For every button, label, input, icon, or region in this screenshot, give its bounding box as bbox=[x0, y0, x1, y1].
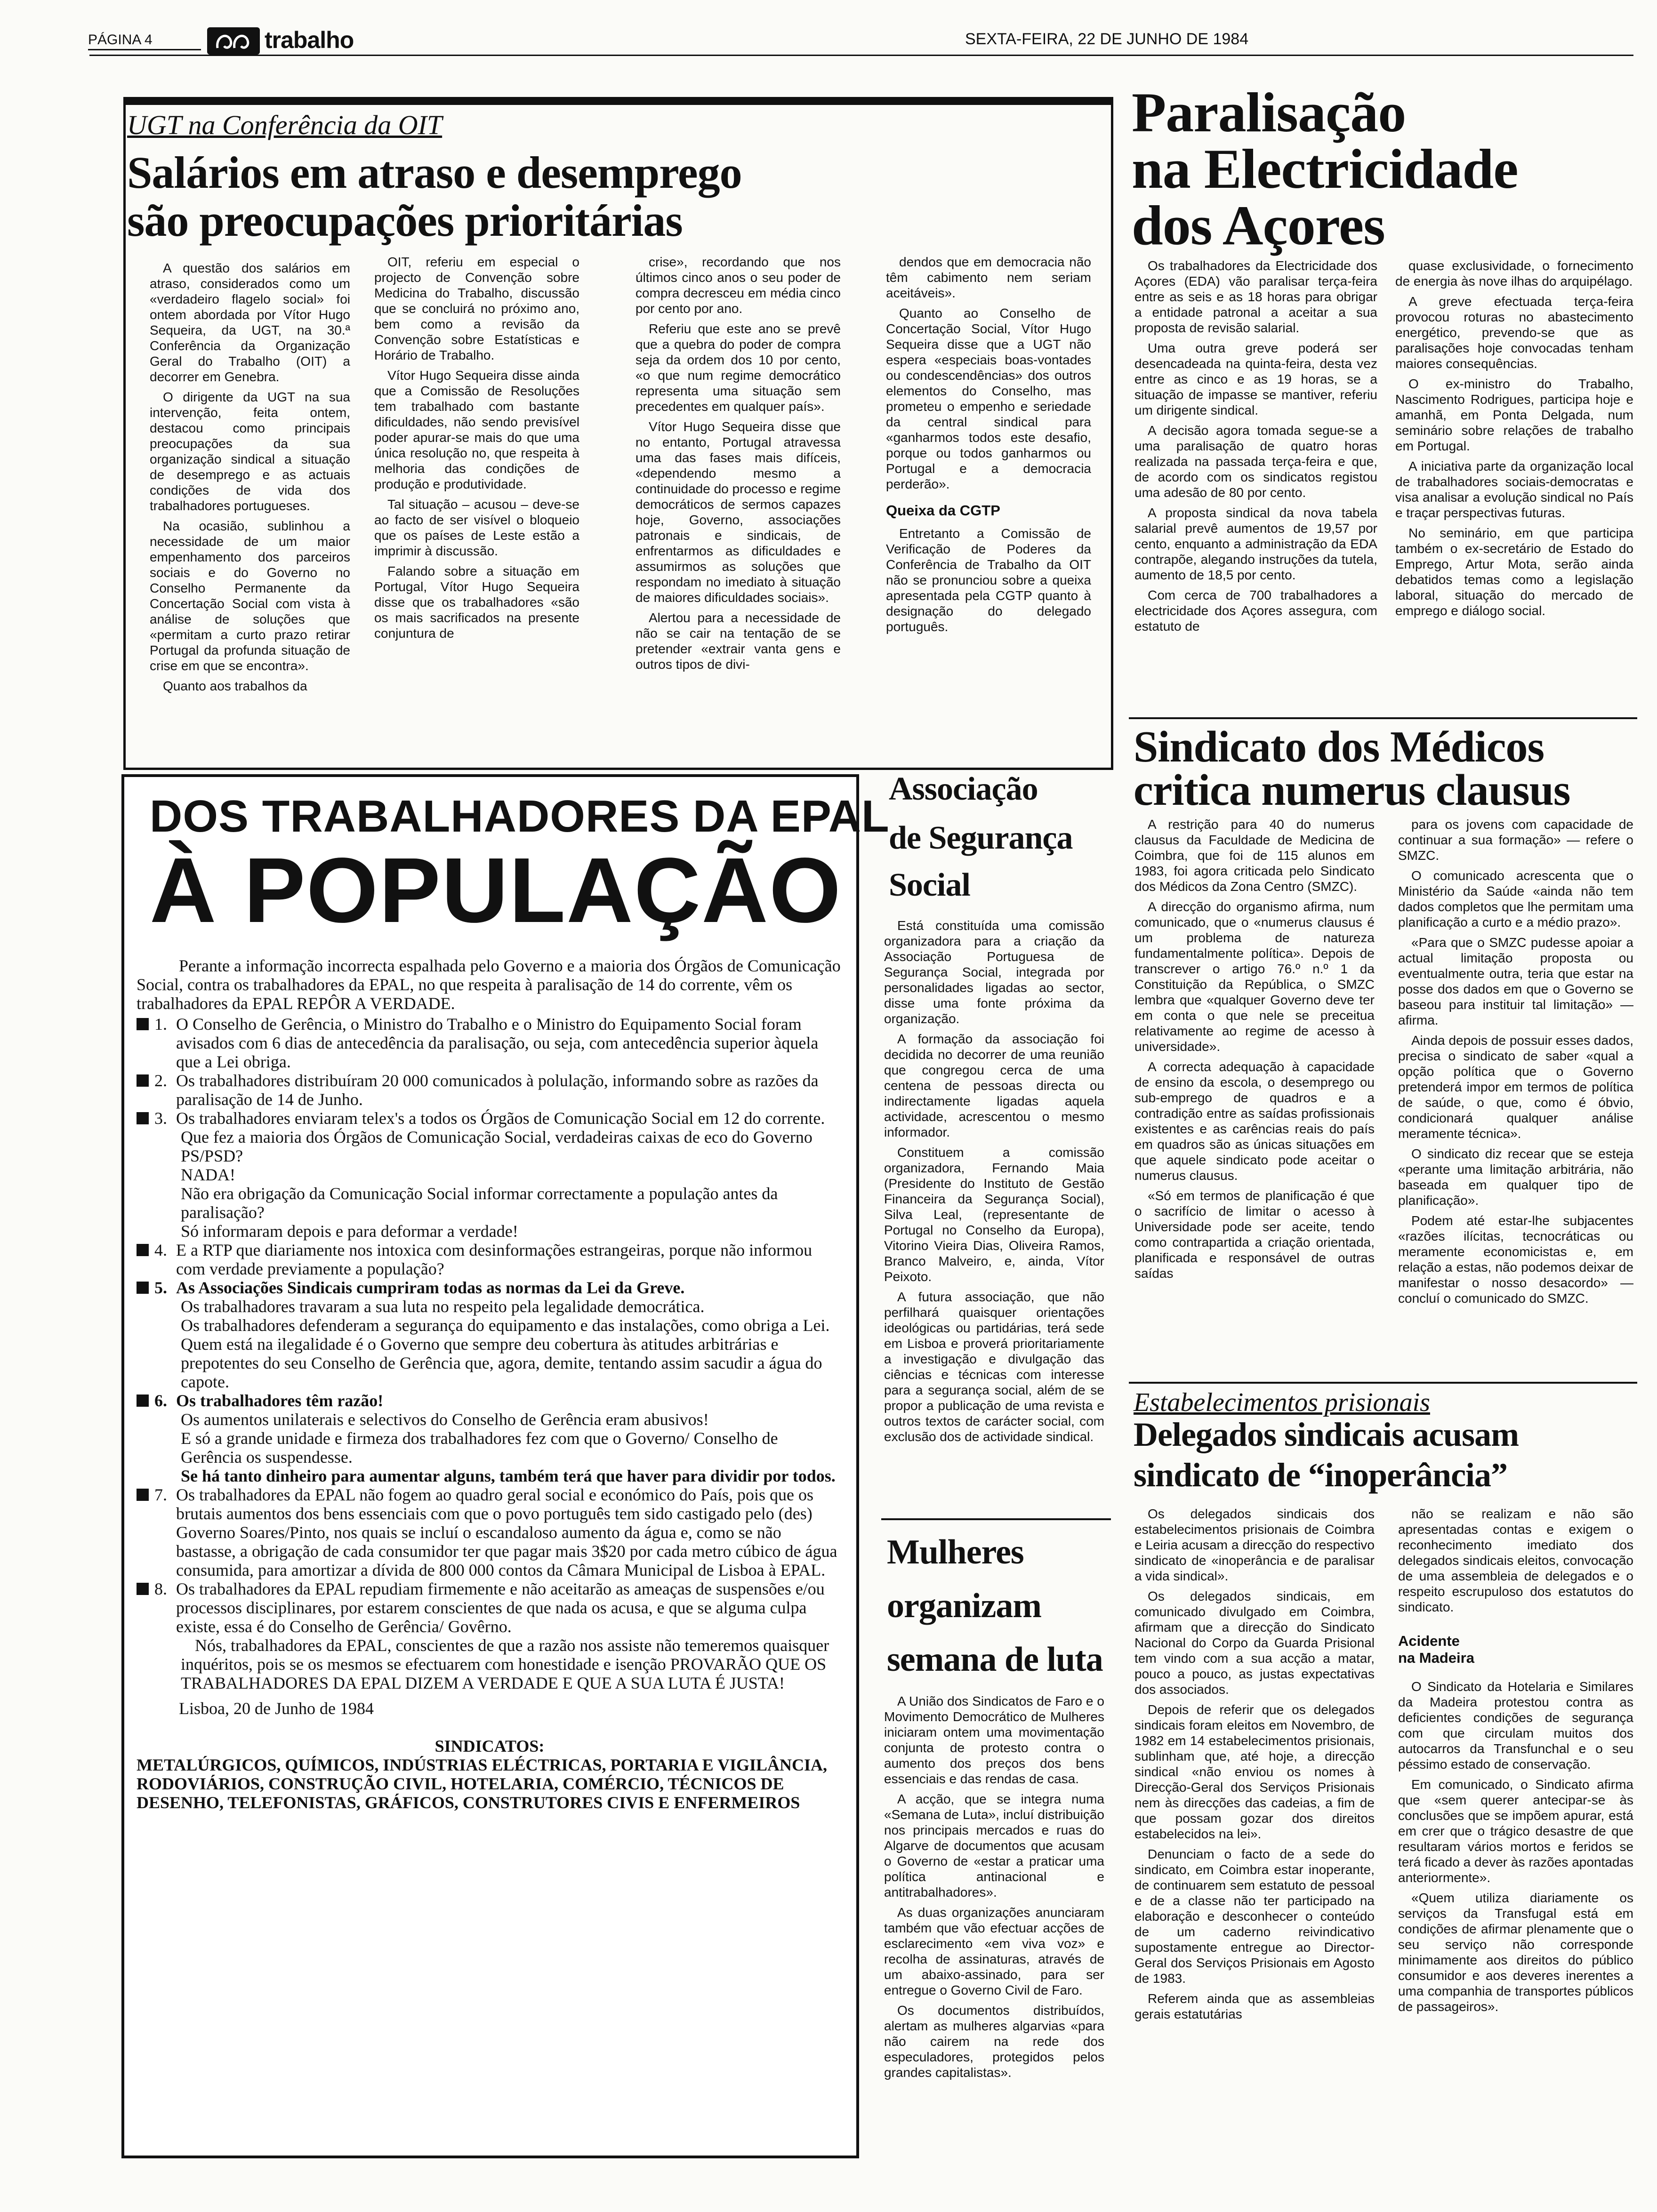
paragraph: O ex-ministro do Trabalho, Nascimento Rodrigues, participa hoje e amanhã, em Ponta Delgada, num seminário sobre relações de trabalho em Portugal. bbox=[1395, 377, 1633, 453]
paragraph: Na ocasião, sublinhou a necessidade de um maior empenhamento dos parceiros sociais e do Governo no Conselho Permanente da Concertação Social com vista à análise de soluções que «permitam a curto prazo retirar Portugal da profunda situação de crise em que se encontra». bbox=[150, 519, 350, 673]
epal-item-1 bbox=[137, 1015, 843, 1071]
item-text: Os trabalhadores enviaram telex's a todos os Órgãos de Comunicação Social em 12 do corrente. bbox=[176, 1109, 825, 1128]
paragraph: dendos que em democracia não têm cabimento nem seriam aceitáveis». bbox=[886, 255, 1091, 300]
paragraph: Os documentos distribuídos, alertam as mulheres algarvias «para não cairem na rede dos especuladores, protegidos pelos grandes capitalistas». bbox=[884, 2003, 1104, 2080]
bullet-square-icon bbox=[137, 1244, 149, 1256]
ugt-column-4 bbox=[886, 254, 1091, 762]
paragraph: A futura associação, que não perfilhará quaisquer orientações ideológicas ou partidárias, terá sede em Lisboa e proverá prioritariamente a investigação e divulgação das ciências e técnicas com interesse para a segurança social, além de se propor a publicação de uma revista e outros textos de carácter social, com exclusão dos de actividade sindical. bbox=[884, 1290, 1104, 1444]
epal-closing: Nós, trabalhadores da EPAL, conscientes de que a razão nos assiste não temeremos quaisquer inquéritos, pois se os mesmos se efectuarem com honestidade e isenção PROVARÃO QUE OS TRABALHADORES DA EPAL DIZEM A VERDADE E QUE A SUA LUTA É JUSTA! bbox=[181, 1636, 829, 1692]
assoc-headline-line2: de Segurança bbox=[889, 820, 1073, 856]
paragraph: Tal situação – acusou – deve-se ao facto de ser visível o bloqueio que os países de Leste estão a imprimir à discussão. bbox=[374, 497, 579, 558]
mulheres-body bbox=[884, 1693, 1104, 2164]
item-text: E a RTP que diariamente nos intoxica com desinformações estrangeiras, porque não informou com verdade previamente a população? bbox=[176, 1241, 812, 1278]
epal-date: Lisboa, 20 de Junho de 1984 bbox=[179, 1699, 374, 1718]
epal-ad-body bbox=[137, 956, 843, 2138]
epal-item-5-text: Quem está na ilegalidade é o Governo que sempre deu cobertura às atitudes arbitrárias e prepotentes do seu Conselho de Gerência que, agora, demite, tentando assim sacudir a água do capote. bbox=[181, 1335, 822, 1391]
ugt-column-1 bbox=[150, 260, 350, 764]
prisoes-headline-line1: Delegados sindicais acusam bbox=[1134, 1416, 1519, 1453]
paragraph: «Quem utiliza diariamente os serviços da Transfugal está em condições de afirmar plenamente que o seu serviço não corresponde minimamente aos direitos do público consumidor e aos deveres inerentes a uma companhia de transportes públicos de passageiros». bbox=[1398, 1891, 1633, 2014]
epal-item-3-text: Que fez a maioria dos Órgãos de Comunicação Social, verdadeiras caixas de eco do Governo PS/PSD? bbox=[181, 1128, 812, 1165]
acores-headline-line3: dos Açores bbox=[1132, 194, 1385, 256]
paragraph: Os delegados sindicais dos estabelecimentos prisionais de Coimbra e Leiria acusam a direcção do respectivo sindicato de «inoperância e de paralisar a vida sindical». bbox=[1134, 1507, 1375, 1583]
item-number: 7. bbox=[154, 1485, 167, 1504]
ugt-top-bar bbox=[123, 97, 1113, 105]
paragraph: Referem ainda que as assembleias gerais estatutárias bbox=[1134, 1991, 1375, 2021]
paragraph: Falando sobre a situação em Portugal, Vítor Hugo Sequeira disse que os trabalhadores «são os mais sacrificados na presente conjuntura de bbox=[374, 564, 579, 641]
assoc-headline-line3: Social bbox=[889, 867, 970, 903]
paragraph: A proposta sindical da nova tabela salarial prevê aumentos de 19,57 por cento, enquanto a administração da EDA contrapõe, alegando instruções da tutela, aumento de 18,5 por cento. bbox=[1134, 505, 1377, 582]
epal-sindicatos-list: METALÚRGICOS, QUÍMICOS, INDÚSTRIAS ELÉCTRICAS, PORTARIA E VIGILÂNCIA, RODOVIÁRIOS, CONSTRUÇÃO CIVIL, HOTELARIA, COMÉRCIO, TÉCNICOS DE DESENHO, TELEFONISTAS, GRÁFICOS, CONSTRUTORES CIVIS E ENFERMEIROS bbox=[137, 1755, 827, 1812]
epal-item-5-text: Os trabalhadores travaram a sua luta no respeito pela legalidade democrática. bbox=[181, 1297, 705, 1316]
acidente-subheading-line2: na Madeira bbox=[1398, 1650, 1474, 1666]
paragraph: A direcção do organismo afirma, num comunicado, que o «numerus clausus é um problema de natureza fundamentalmente política». Depois de transcrever o artigo 76.º n.º 1 da Constituição da República, o SMZC lembra que «qualquer Governo deve ter em conta o que nele se preceitua relativamente ao regime de acesso à universidade». bbox=[1134, 899, 1375, 1054]
paragraph: A decisão agora tomada segue-se a uma paralisação de quatro horas realizada na passada terça-feira e que, de acordo com os sindicatos registou uma adesão de 80 por cento. bbox=[1134, 423, 1377, 500]
mulheres-headline-line1: Mulheres bbox=[887, 1533, 1024, 1571]
paragraph: Os trabalhadores da Electricidade dos Açores (EDA) vão paralisar terça-feira entre as seis e as 18 horas para obrigar a entidade patronal a aceitar a sua proposta de revisão salarial. bbox=[1134, 258, 1377, 335]
item-text: Os trabalhadores da EPAL não fogem ao quadro geral social e económico do País, pois que os brutais aumentos dos bens essenciais com que o povo português tem sido castigado pelo (des) Governo Soares/Pinto, nos quais se incluí o escandaloso aumento da água e, como se não bastasse, a obrigação de cada consumidor ter que pagar mais 3$20 por cada metro cúbico de água consumida, para amortizar a dívida de 800 000 contos da Câmara Municipal de Lisboa à EPAL. bbox=[176, 1485, 837, 1579]
epal-intro: Perante a informação incorrecta espalhada pelo Governo e a maioria dos Órgãos de Comunicação Social, contra os trabalhadores da EPAL, no que respeita à paralisação de 14 do corrente, vêm os trabalhadores da EPAL REPÔR A VERDADE. bbox=[137, 956, 841, 1013]
bullet-square-icon bbox=[137, 1018, 149, 1030]
ugt-column-2 bbox=[374, 254, 579, 762]
medicos-bottom-rule bbox=[1129, 1382, 1637, 1384]
paragraph: crise», recordando que nos últimos cinco anos o seu poder de compra decresceu em média cinco por cento por ano. bbox=[635, 255, 841, 316]
acores-column-1 bbox=[1134, 258, 1377, 710]
epal-item-7 bbox=[137, 1485, 843, 1579]
paragraph: Constituem a comissão organizadora, Fernando Maia (Presidente do Instituto de Gestão Financeira da Segurança Social), Silva Leal, (representante de Portugal no Conselho da Europa), Vitorino Vieira Dias, Oliveira Ramos, Branco Malveiro, e, ainda, Vítor Peixoto. bbox=[884, 1145, 1104, 1284]
item-number: 5. bbox=[154, 1278, 167, 1297]
acores-headline-line1: Paralisação bbox=[1132, 81, 1406, 144]
paragraph: Depois de referir que os delegados sindicais foram eleitos em Novembro, de 1982 em 14 estabelecimentos prisionais, sublinham que, até hoje, a direcção sindical «não enviou os nomes à Direcção-Geral dos Serviços Prisionais nem às direcções das cadeias, a fim de que possam gozar dos direitos estabelecidos na lei». bbox=[1134, 1702, 1375, 1841]
item-number: 6. bbox=[154, 1391, 167, 1410]
prisoes-column-1 bbox=[1134, 1506, 1375, 2165]
paragraph: OIT, referiu em especial o projecto de Convenção sobre Medicina do Trabalho, discussão que se concluirá no próximo ano, bem como a revisão da Convenção sobre Estatísticas e Horário de Trabalho. bbox=[374, 255, 579, 362]
ugt-subheading-cgtp: Queixa da CGTP bbox=[886, 502, 1000, 519]
acores-bottom-rule bbox=[1129, 717, 1637, 719]
bullet-square-icon bbox=[137, 1395, 149, 1407]
ugt-kicker: UGT na Conferência da OIT bbox=[127, 110, 442, 140]
item-number: 1. bbox=[154, 1015, 167, 1034]
item-text: Os trabalhadores têm razão! bbox=[176, 1391, 384, 1410]
paragraph: A iniciativa parte da organização local de trabalhadores sociais-democratas e visa analisar a evolução sindical no País e traçar perspectivas futuras. bbox=[1395, 459, 1633, 520]
paragraph: Entretanto a Comissão de Verificação de Poderes da Conferência de Trabalho da OIT não se pronunciou sobre a queixa apresentada pela CGTP quanto à designação do delegado português. bbox=[886, 526, 1091, 634]
page-number: PÁGINA 4 bbox=[88, 32, 153, 48]
paragraph: A União dos Sindicatos de Faro e o Movimento Democrático de Mulheres iniciaram ontem uma movimentação conjunta de protesto contra o aumento dos preços dos bens essenciais e das rendas de casa. bbox=[884, 1694, 1104, 1786]
bullet-square-icon bbox=[137, 1489, 149, 1501]
paragraph: A questão dos salários em atraso, considerados como um «verdadeiro flagelo social» foi ontem abordada por Vítor Hugo Sequeira, da UGT, na 30.ª Conferência da Organização Geral do Trabalho (OIT) a decorrer em Genebra. bbox=[150, 261, 350, 384]
medicos-headline-line2: critica numerus clausus bbox=[1134, 766, 1570, 815]
epal-item-6-emphasis: Se há tanto dinheiro para aumentar alguns, também terá que haver para dividir por todos. bbox=[181, 1467, 836, 1485]
item-text: O Conselho de Gerência, o Ministro do Trabalho e o Ministro do Equipamento Social foram avisados com 6 dias de antecedência da paralisação, ou seja, com antecedência superior àquela que a Lei obriga. bbox=[176, 1015, 819, 1071]
item-text: Os trabalhadores distribuíram 20 000 comunicados à polulação, informando sobre as razões da paralisação de 14 de Junho. bbox=[176, 1071, 819, 1109]
epal-sindicatos-heading: SINDICATOS: bbox=[434, 1737, 545, 1755]
ugt-headline-line1: Salários em atraso e desemprego bbox=[127, 147, 742, 198]
paragraph: O dirigente da UGT na sua intervenção, feita ontem, destacou como principais preocupações da sua organização sindical a situação de desemprego e as actuais condições de vida dos trabalhadores portugueses. bbox=[150, 390, 350, 513]
epal-item-5 bbox=[137, 1278, 843, 1297]
paragraph: Referiu que este ano se prevê que a quebra do poder de compra seja da ordem dos 10 por cento, «o que num regime democrático representa uma situação sem precedentes em qualquer país». bbox=[635, 321, 841, 414]
bullet-square-icon bbox=[137, 1074, 149, 1087]
paragraph: O sindicato diz recear que se esteja «perante uma limitação arbitrária, não baseada em qualquer tipo de planificação». bbox=[1398, 1146, 1633, 1208]
ugt-right-border bbox=[1111, 97, 1113, 770]
item-number: 2. bbox=[154, 1071, 167, 1090]
paragraph: Vítor Hugo Sequeira disse ainda que a Comissão de Resoluções tem trabalhado com bastante dificuldades, não sendo previsível poder apurar-se mais do que uma única resolução no, que respeita à melhoria das condições de produção e produtividade. bbox=[374, 368, 579, 491]
item-number: 8. bbox=[154, 1579, 167, 1598]
epal-item-5-text: Os trabalhadores defenderam a segurança do equipamento e das instalações, como obriga a Lei. bbox=[181, 1316, 830, 1335]
item-text: As Associações Sindicais cumpriram todas as normas da Lei da Greve. bbox=[176, 1278, 685, 1297]
assoc-body bbox=[884, 918, 1104, 1492]
prisoes-kicker: Estabelecimentos prisionais bbox=[1134, 1388, 1430, 1417]
header-rule bbox=[89, 55, 1633, 56]
paragraph: A correcta adequação à capacidade de ensino da escola, o desemprego ou sub-emprego de quadros e a contradição entre as saídas profissionais existentes e as carências reais do país em quadros são as únicas situações em que aquele sindicato pode aceitar o numerus clausus. bbox=[1134, 1059, 1375, 1183]
paragraph: Com cerca de 700 trabalhadores a electricidade dos Açores assegura, com estatuto de bbox=[1134, 588, 1377, 633]
ugt-column-3 bbox=[635, 254, 841, 762]
assoc-bottom-rule bbox=[881, 1518, 1111, 1520]
paragraph: Está constituída uma comissão organizadora para a criação da Associação Portuguesa de Segurança Social, integrada por personalidades ligadas ao sector, disse uma fonte próxima da organização. bbox=[884, 918, 1104, 1026]
bullet-square-icon bbox=[137, 1112, 149, 1124]
paragraph: As duas organizações anunciaram também que vão efectuar acções de esclarecimento «em viva voz» e recolha de assinaturas, através de um abaixo-assinado, para ser entregue o Governo Civil de Faro. bbox=[884, 1905, 1104, 1997]
section-logo-icon bbox=[207, 27, 260, 55]
epal-item-3-text: Só informaram depois e para deformar a verdade! bbox=[181, 1222, 518, 1241]
epal-item-8 bbox=[137, 1579, 843, 1636]
paragraph: A restrição para 40 do numerus clausus da Faculdade de Medicina de Coimbra, que foi de 115 alunos em 1983, foi agora criticada pelo Sindicato dos Médicos da Zona Centro (SMZC). bbox=[1134, 817, 1375, 894]
paragraph: O comunicado acrescenta que o Ministério da Saúde «ainda não tem dados completos que lhe permitam uma planificação a curto e a médio prazo». bbox=[1398, 868, 1633, 930]
paragraph: Denunciam o facto de a sede do sindicato, em Coimbra estar inoperante, de continuarem sem estatuto de pessoal e de a classe não ter participado na elaboração e desconhecer o conteúdo de um caderno reivindicativo supostamente entregue ao Director-Geral dos Serviços Prisionais em Agosto de 1983. bbox=[1134, 1847, 1375, 1986]
mulheres-headline-line3: semana de luta bbox=[887, 1640, 1103, 1679]
paragraph: não se realizam e não são apresentadas contas e exigem o reconhecimento imediato dos delegados sindicais eleitos, convocação de uma assembleia de delegados e o respeito escrupuloso dos estatutos do sindicato. bbox=[1398, 1507, 1633, 1614]
epal-item-6-text: Os aumentos unilaterais e selectivos do Conselho de Gerência eram abusivos! bbox=[181, 1410, 709, 1429]
epal-item-3-text: NADA! bbox=[181, 1165, 235, 1184]
paragraph: O Sindicato da Hotelaria e Similares da Madeira protestou contra as deficientes condições de segurança com que circulam muitos dos autocarros da Transfunchal e o seu péssimo estado de conservação. bbox=[1398, 1679, 1633, 1771]
epal-item-2 bbox=[137, 1071, 843, 1109]
epal-ad-title-line2: À POPULAÇÃO bbox=[150, 839, 842, 942]
paragraph: para os jovens com capacidade de continuar a sua formação» — refere o SMZC. bbox=[1398, 817, 1633, 863]
acores-headline-line2: na Electricidade bbox=[1132, 137, 1518, 200]
medicos-column-2 bbox=[1398, 817, 1633, 1377]
paragraph: quase exclusividade, o fornecimento de energia às nove ilhas do arquipélago. bbox=[1395, 258, 1633, 289]
paragraph: A formação da associação foi decidida no decorrer de uma reunião que congregou cerca de uma centena de pessoas directa ou indirectamente ligadas aquela actividade, acrescentou o mesmo informador. bbox=[884, 1032, 1104, 1139]
paragraph: Vítor Hugo Sequeira disse que no entanto, Portugal atravessa uma das fases mais difíceis, «dependendo mesmo a continuidade do processo e regime democráticos de sermos capazes hoje, Governo, associações patronais e sindicais, de enfrentarmos as dificuldades e assumirmos as soluções que respondam no imediato à situação de maiores dificuldades sociais». bbox=[635, 419, 841, 605]
paragraph: Uma outra greve poderá ser desencadeada na quinta-feira, desta vez entre as cinco e as 19 horas, se a situação de impasse se mantiver, referiu um dirigente sindical. bbox=[1134, 341, 1377, 417]
paragraph: Alertou para a necessidade de não se cair na tentação de se pretender «extrair vanta gens e outros tipos de divi- bbox=[635, 610, 841, 672]
paragraph: Quanto ao Conselho de Concertação Social, Vítor Hugo Sequeira disse que a UGT não espera «especiais boas-vontades ou condescendências» dos outros elementos do Conselho, mas prometeu o empenho e seriedade da central sindical para «ganharmos todos este desafio, porque ou todos ganharmos ou Portugal e a democracia perderão». bbox=[886, 306, 1091, 491]
paragraph: Em comunicado, o Sindicato afirma que «sem querer antecipar-se às conclusões que se impõem apurar, está em crer que o trágico desastre de que resultaram vários mortos e feridos se terá ficado a dever às razões apontadas anteriormente». bbox=[1398, 1777, 1633, 1885]
bullet-square-icon bbox=[137, 1282, 149, 1294]
paragraph: Quanto aos trabalhos da bbox=[163, 679, 307, 693]
prisoes-column-2 bbox=[1398, 1506, 1633, 2165]
assoc-headline-line1: Associação bbox=[889, 771, 1038, 807]
acores-column-2 bbox=[1395, 258, 1633, 710]
epal-item-6 bbox=[137, 1391, 843, 1410]
medicos-headline-line1: Sindicato dos Médicos bbox=[1134, 722, 1544, 771]
epal-item-4 bbox=[137, 1241, 843, 1278]
paragraph: «Para que o SMZC pudesse apoiar a actual limitação proposta ou eventualmente outra, teria que estar na posse dos dados em que o Governo se baseou para instituir tal limitação» — afirma. bbox=[1398, 935, 1633, 1027]
paragraph: A acção, que se integra numa «Semana de Luta», incluí distribuição nos principais mercados e ruas do Algarve de documentos que acusam o Governo de «estar a praticar uma política antinacional e antitrabalhadores». bbox=[884, 1792, 1104, 1899]
page-date: SEXTA-FEIRA, 22 DE JUNHO DE 1984 bbox=[965, 30, 1249, 48]
ugt-left-border bbox=[123, 97, 126, 770]
ugt-headline-line2: são preocupações prioritárias bbox=[127, 195, 683, 246]
mulheres-headline-line2: organizam bbox=[887, 1587, 1042, 1625]
bullet-square-icon bbox=[137, 1583, 149, 1595]
item-text: Os trabalhadores da EPAL repudiam firmemente e não aceitarão as ameaças de suspensões e/ou processos disciplinares, por estarem conscientes de que nada os acusa, e que se alguma culpa existe, essa é do Conselho de Gerência/ Govêrno. bbox=[176, 1579, 825, 1636]
epal-item-3 bbox=[137, 1109, 843, 1128]
header-rule-left bbox=[88, 49, 201, 50]
section-name: trabalho bbox=[265, 27, 354, 53]
medicos-column-1 bbox=[1134, 817, 1375, 1377]
item-number: 4. bbox=[154, 1241, 167, 1259]
paragraph: Ainda depois de possuir esses dados, precisa o sindicato de saber «qual a opção política que o Governo pretenderá impor em termos de política de saúde, o que, como é óbvio, condicionará qualquer análise meramente técnica». bbox=[1398, 1033, 1633, 1141]
acidente-subheading-line1: Acidente bbox=[1398, 1633, 1460, 1649]
paragraph: Podem até estar-lhe subjacentes «razões ilícitas, tecnocráticas ou meramente economicistas e, em relação a estas, não podemos deixar de manifestar o nosso desacordo» — concluí o comunicado do SMZC. bbox=[1398, 1213, 1633, 1306]
paragraph: No seminário, em que participa também o ex-secretário de Estado do Emprego, Artur Mota, serão ainda debatidos temas como a legislação laboral, situação do mercado de emprego e diálogo social. bbox=[1395, 526, 1633, 618]
item-number: 3. bbox=[154, 1109, 167, 1128]
epal-item-3-text: Não era obrigação da Comunicação Social informar correctamente a população antes da paralisação? bbox=[181, 1184, 778, 1222]
prisoes-headline-line2: sindicato de “inoperância” bbox=[1134, 1456, 1508, 1494]
paragraph: A greve efectuada terça-feira provocou roturas no abastecimento energético, prevendo-se que as paralisações hoje convocadas tenham maiores consequências. bbox=[1395, 294, 1633, 371]
epal-item-6-text: E só a grande unidade e firmeza dos trabalhadores fez com que o Governo/ Conselho de Gerência os suspendesse. bbox=[181, 1429, 778, 1467]
paragraph: Os delegados sindicais, em comunicado divulgado em Coimbra, afirmam que a direcção do Sindicato Nacional do Corpo da Guarda Prisional tem vindo com a sua acção a matar, pouco a pouco, as justas expectativas dos associados. bbox=[1134, 1589, 1375, 1697]
paragraph: «Só em termos de planificação é que o sacrifício de limitar o acesso à Universidade pode ser aceite, tendo como contrapartida a criação orientada, planificada e responsável de outras saídas bbox=[1134, 1188, 1375, 1281]
epal-ad-title-line1: DOS TRABALHADORES DA EPAL bbox=[150, 791, 890, 842]
